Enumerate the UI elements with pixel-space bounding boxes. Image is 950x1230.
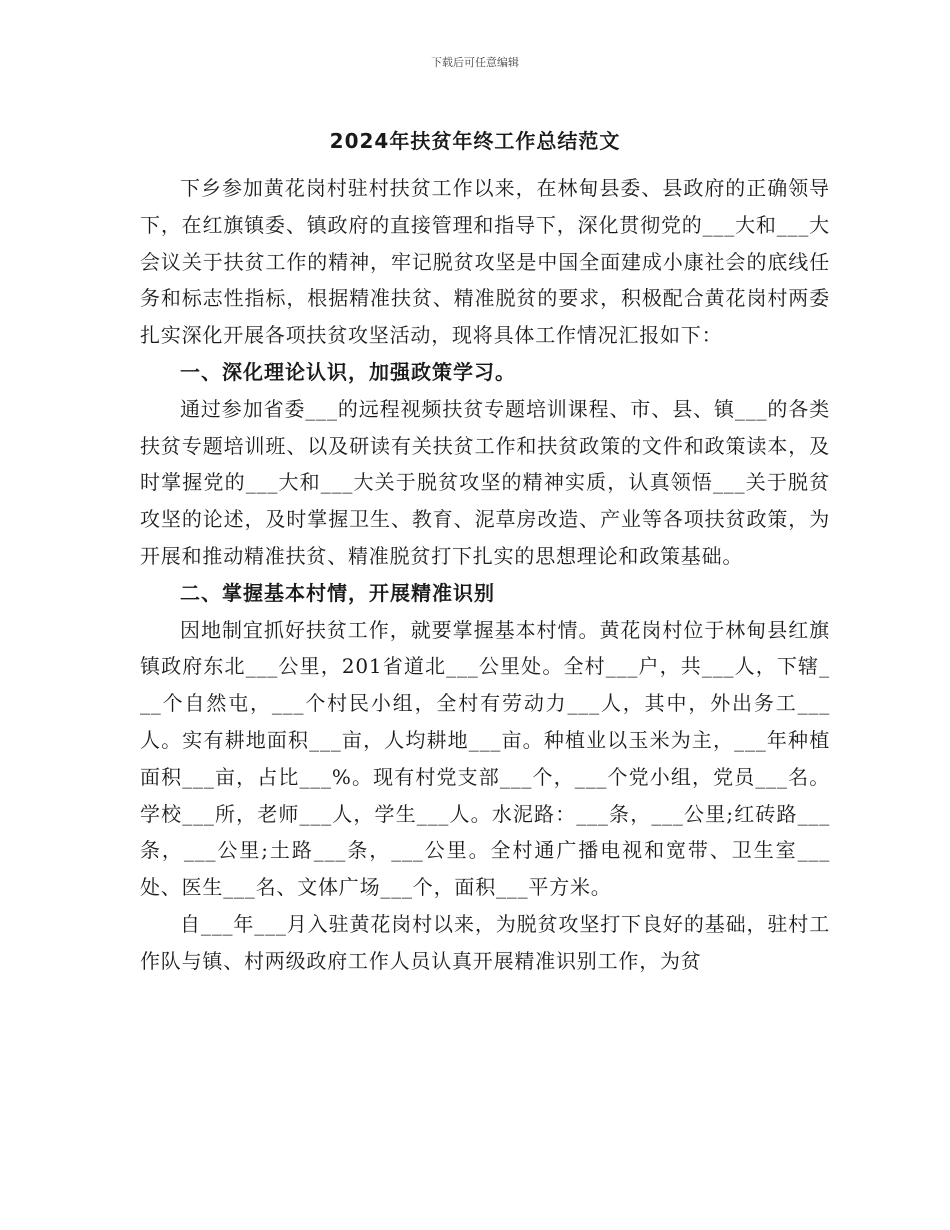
document-body — [140, 170, 830, 980]
section-1-heading: 一、深化理论认识，加强政策学习。 — [180, 359, 516, 384]
section-2-heading: 二、掌握基本村情，开展精准识别 — [180, 580, 495, 605]
intro-paragraph: 下乡参加黄花岗村驻村扶贫工作以来，在林甸县委、县政府的正确领导下，在红旗镇委、镇政府的直接管理和指导下，深化贯彻党的___大和___大会议关于扶贫工作的精神，牢记脱贫攻坚是中国全面建成小康社会的底线任务和标志性指标，根据精准扶贫、精准脱贫的要求，积极配合黄花岗村两委扎实深化开展各项扶贫攻坚活动，现将具体工作情况汇报如下： — [140, 176, 830, 348]
section-2-paragraph-1: 因地制宜抓好扶贫工作，就要掌握基本村情。黄花岗村位于林甸县红旗镇政府东北___公里，201省道北___公里处。全村___户，共___人，下辖___个自然屯，___个村民小组，全村有劳动力___人，其中，外出务工___人。实有耕地面积___亩，人均耕地___亩。种植业以玉米为主，___年种植面积___亩，占比___%。现有村党支部___个，___个党小组，党员___名。学校___所，老师___人，学生___人。水泥路：___条，___公里;红砖路___条，___公里;土路___条，___公里。全村通广播电视和宽带、卫生室___处、医生___名、文体广场___个，面积___平方米。 — [140, 617, 830, 900]
document-title: 2024年扶贫年终工作总结范文 — [329, 129, 621, 153]
section-1-paragraph: 通过参加省委___的远程视频扶贫专题培训课程、市、县、镇___的各类扶贫专题培训班、以及研读有关扶贫工作和扶贫政策的文件和政策读本，及时掌握党的___大和___大关于脱贫攻坚的精神实质，认真领悟___关于脱贫攻坚的论述，及时掌握卫生、教育、泥草房改造、产业等各项扶贫政策，为开展和推动精准扶贫、精准脱贫打下扎实的思想理论和政策基础。 — [140, 396, 830, 568]
header-note: 下载后可任意编辑 — [431, 56, 519, 69]
section-2-paragraph-2: 自___年___月入驻黄花岗村以来，为脱贫攻坚打下良好的基础，驻村工作队与镇、村两级政府工作人员认真开展精准识别工作，为贫 — [140, 911, 830, 973]
